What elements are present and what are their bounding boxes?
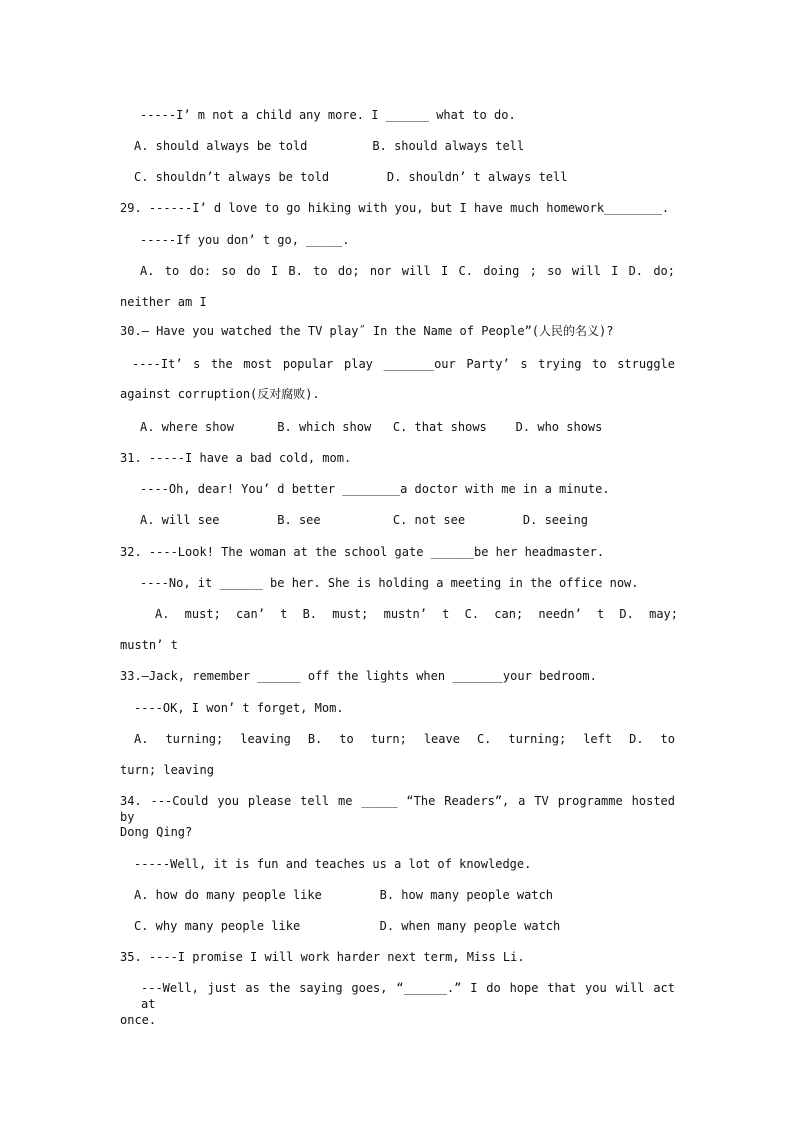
q33-options-continued: turn; leaving [120,763,214,777]
q34-options-cd: C. why many people like D. when many people watch [134,919,561,933]
q34-options-ab: A. how do many people like B. how many people watch [134,888,554,902]
q34-prompt-continued: Dong Qing? [120,825,193,839]
q32-options-continued: mustn’ t [120,638,178,652]
q33-prompt: 33.—Jack, remember ______ off the lights when _______your bedroom. [120,669,597,683]
q33-options: A. turning; leaving B. to turn; leave C. turning; left D. to [134,732,675,746]
q28-options-ab: A. should always be told B. should always tell [134,139,525,153]
q35-prompt: 35. ----I promise I will work harder next term, Miss Li. [120,950,525,964]
q32-prompt: 32. ----Look! The woman at the school gate ______be her headmaster. [120,545,605,559]
q34-prompt: 34. ---Could you please tell me _____ “The Readers”, a TV programme hosted by [120,794,675,824]
q32-reply-line: ----No, it ______ be her. She is holding a meeting in the office now. [140,576,639,590]
q30-prompt: 30.— Have you watched the TV play˝ In the Name of People”(人民的名义)? [120,324,614,338]
q33-reply-line: ----OK, I won’ t forget, Mom. [134,701,344,715]
q29-options: A. to do: so do I B. to do; nor will I C. doing ; so will I D. do; [140,264,675,278]
q30-reply-continued: against corruption(反对腐败). [120,387,320,401]
q29-options-continued: neither am I [120,295,207,309]
q31-options: A. will see B. see C. not see D. seeing [140,513,588,527]
q35-reply-continued: once. [120,1013,157,1027]
q28-reply-line: -----I’ m not a child any more. I ______ what to do. [140,108,516,122]
q28-options-cd: C. shouldn’t always be told D. shouldn’ t always tell [134,170,568,184]
q32-options: A. must; can’ t B. must; mustn’ t C. can; needn’ t D. may; [155,607,678,621]
q31-prompt: 31. -----I have a bad cold, mom. [120,451,352,465]
q30-options: A. where show B. which show C. that shows D. who shows [140,420,603,434]
q31-reply-line: ----Oh, dear! You’ d better ________a doctor with me in a minute. [140,482,610,496]
q34-reply-line: -----Well, it is fun and teaches us a lot of knowledge. [134,857,532,871]
q29-reply-line: -----If you don’ t go, _____. [140,233,350,247]
q29-prompt: 29. ------I’ d love to go hiking with you, but I have much homework________. [120,201,670,215]
q30-reply-line: ----It’ s the most popular play _______our Party’ s trying to struggle [132,357,675,371]
q35-reply-line: ---Well, just as the saying goes, “______.” I do hope that you will act at [141,981,675,1011]
